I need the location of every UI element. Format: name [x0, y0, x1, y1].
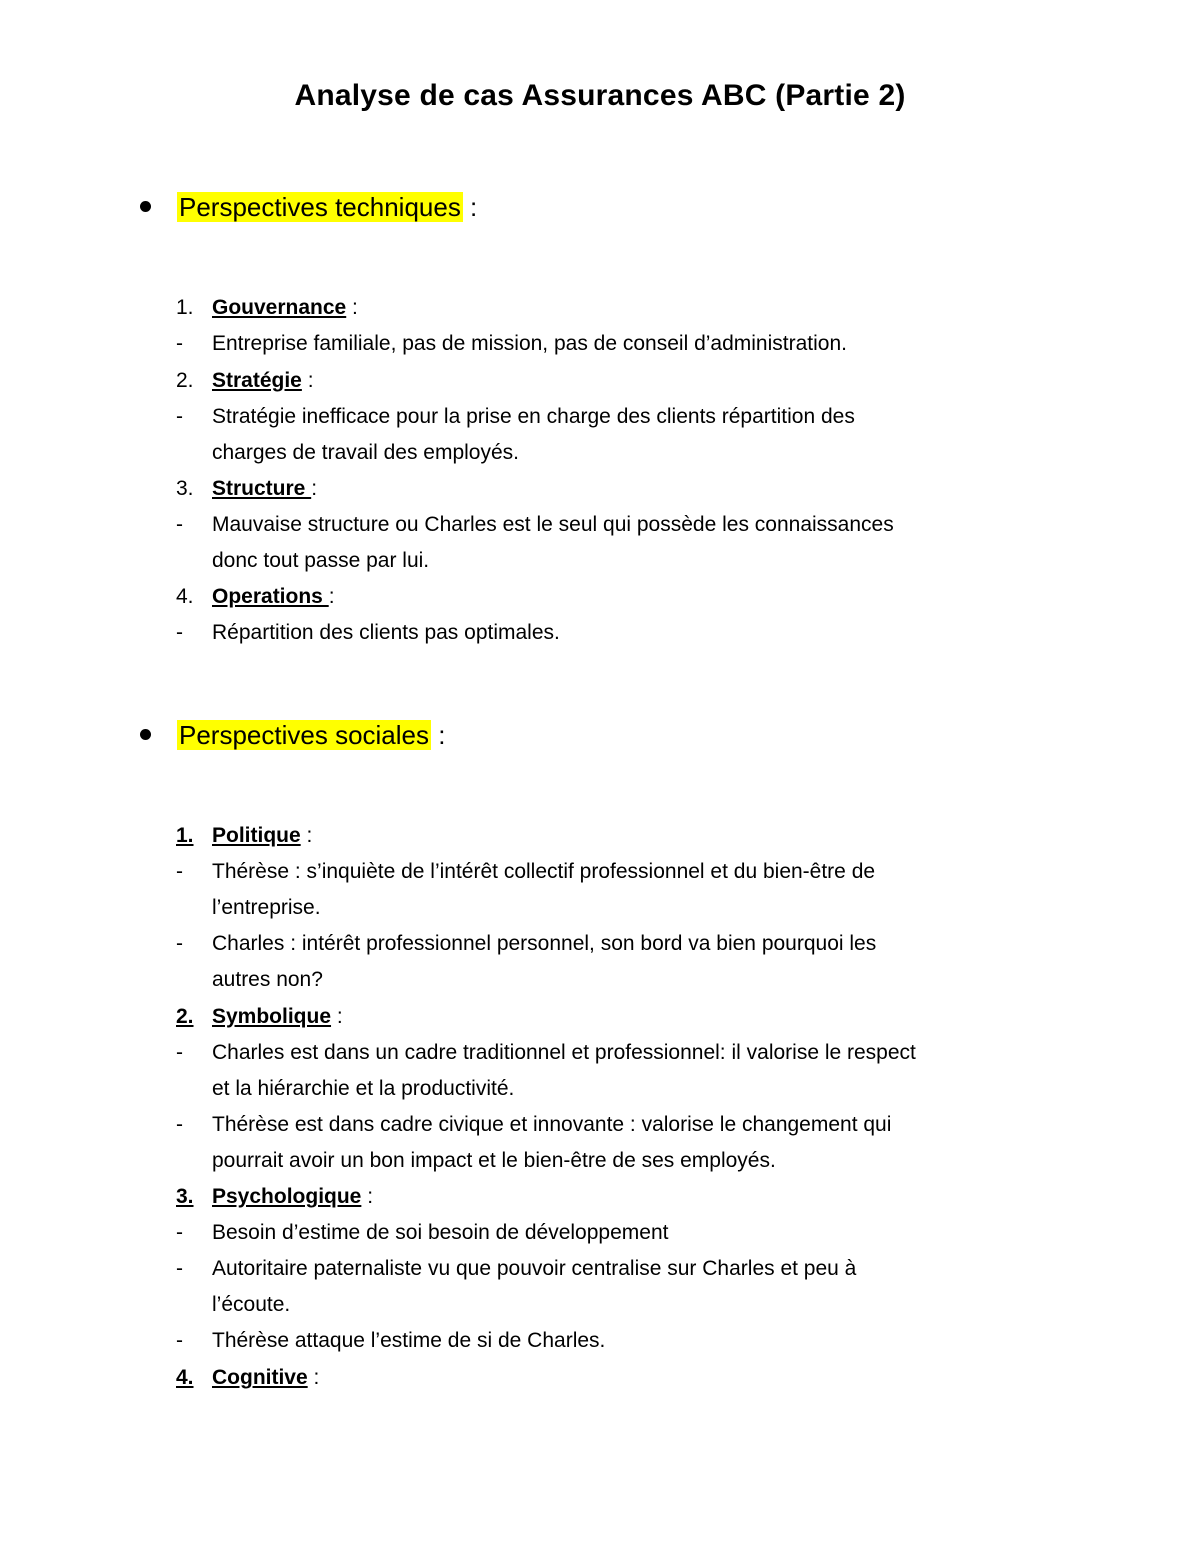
document-page: Analyse de cas Assurances ABC (Partie 2) Perspectives techniques : 1. Gouvernance : - Entreprise familiale, pas de mission, pas de conseil d’administration. 2. Stratégie : - Stratégie inefficace pour la prise en charge des clients répartition des charges de travail des employés. 3. Structure : - Mauvaise structure ou Charles est le seul qui possède les connaissances donc tout passe par lui. 4. Operations : - Répartition des clients pas optimales. Perspectives sociales : 1. Politique : - Thérèse : s’inquiète de l’intérêt collectif professionnel et du bien-être de l’entreprise. - Charles : intérêt professionnel personnel, son bord va bien pourquoi les autres non? 2. Symbolique : - Charles est dans un cadre traditionnel et professionnel: il valorise le respect et la hiérarchie et la productivité. - Thérèse est dans cadre civique et innovante : valorise le changement qui pourrait avoir un bon impact et le bien-être de ses employés. 3. Psychologique : - Besoin d’estime de soi besoin de développement - Autoritaire paternaliste vu que pouvoir centralise sur Charles et peu à l’écoute. - Thérèse attaque l’estime de si de Charles. 4. Cognitive :	[0, 0, 1200, 1553]
item-label: Cognitive	[212, 1366, 308, 1389]
item-label: Structure	[212, 477, 312, 500]
highlighted-heading: Perspectives sociales	[179, 720, 429, 750]
item-label: Gouvernance	[212, 296, 347, 319]
item-label: Symbolique	[212, 1005, 332, 1028]
item-label: Stratégie	[212, 369, 302, 392]
item-label: Politique	[212, 824, 301, 847]
bullet-icon	[140, 729, 151, 740]
item-label: Psychologique	[212, 1185, 362, 1208]
item-label: Operations	[212, 585, 329, 608]
highlighted-heading: Perspectives techniques	[179, 192, 461, 222]
bullet-icon	[140, 201, 151, 212]
page-title: Analyse de cas Assurances ABC (Partie 2)	[294, 79, 906, 112]
